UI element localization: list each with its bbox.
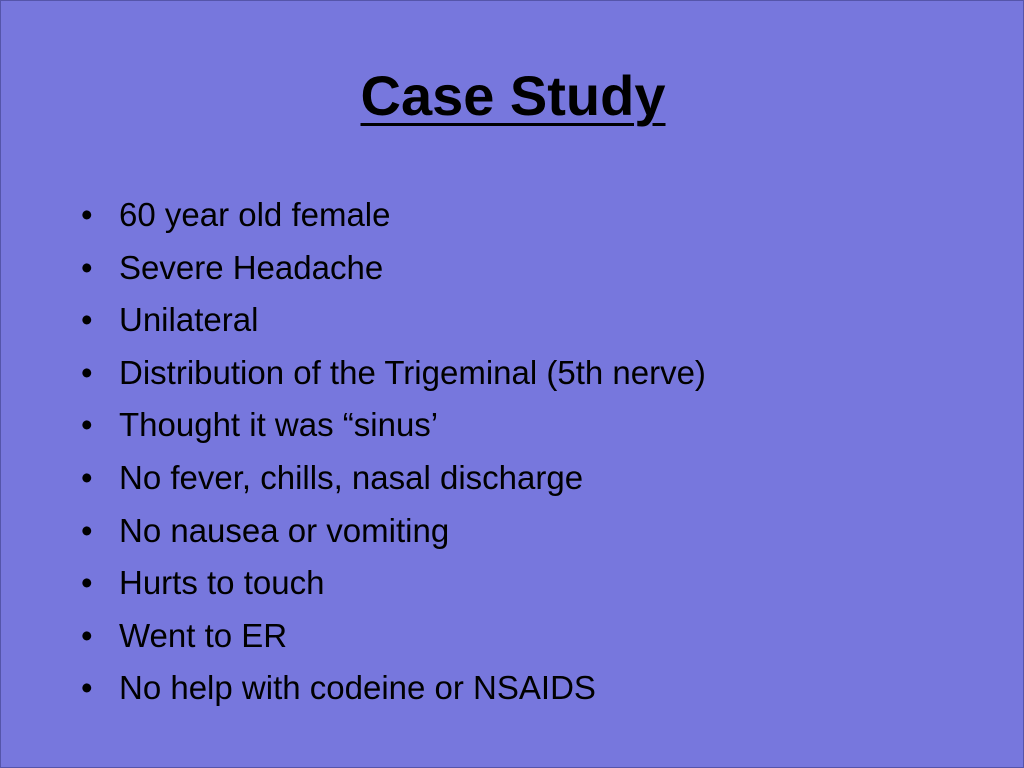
bullet-icon: •: [81, 669, 93, 707]
list-item: [77, 189, 706, 242]
list-item: [77, 452, 706, 505]
list-item-text: Severe Headache: [119, 248, 384, 286]
list-item: [77, 505, 706, 558]
bullet-icon: •: [81, 511, 93, 549]
bullet-list: [77, 189, 706, 715]
bullet-icon: •: [81, 458, 93, 496]
bullet-icon: •: [81, 301, 93, 339]
bullet-icon: •: [81, 564, 93, 602]
list-item-text: No help with codeine or NSAIDS: [119, 669, 596, 707]
list-item-text: Thought it was “sinus’: [119, 406, 439, 444]
list-item: [77, 610, 706, 663]
list-item-text: Went to ER: [119, 616, 288, 654]
list-item: [77, 242, 706, 295]
list-item: [77, 662, 706, 715]
list-item: [77, 294, 706, 347]
list-item-text: Hurts to touch: [119, 564, 325, 602]
list-item-text: Distribution of the Trigeminal (5th nerve): [119, 353, 706, 391]
list-item: [77, 347, 706, 400]
list-item-text: 60 year old female: [119, 196, 391, 233]
list-item: [77, 399, 706, 452]
slide-title: [1, 61, 1024, 131]
slide-title-text: Case Study: [360, 64, 666, 127]
list-item-text: No nausea or vomiting: [119, 511, 450, 549]
bullet-icon: •: [81, 616, 93, 654]
list-item-text: Unilateral: [119, 301, 259, 339]
list-item-text: No fever, chills, nasal discharge: [119, 458, 584, 496]
bullet-icon: •: [81, 406, 93, 444]
bullet-icon: •: [81, 248, 93, 286]
bullet-icon: •: [81, 353, 93, 391]
list-item: [77, 557, 706, 610]
bullet-icon: •: [81, 196, 93, 233]
